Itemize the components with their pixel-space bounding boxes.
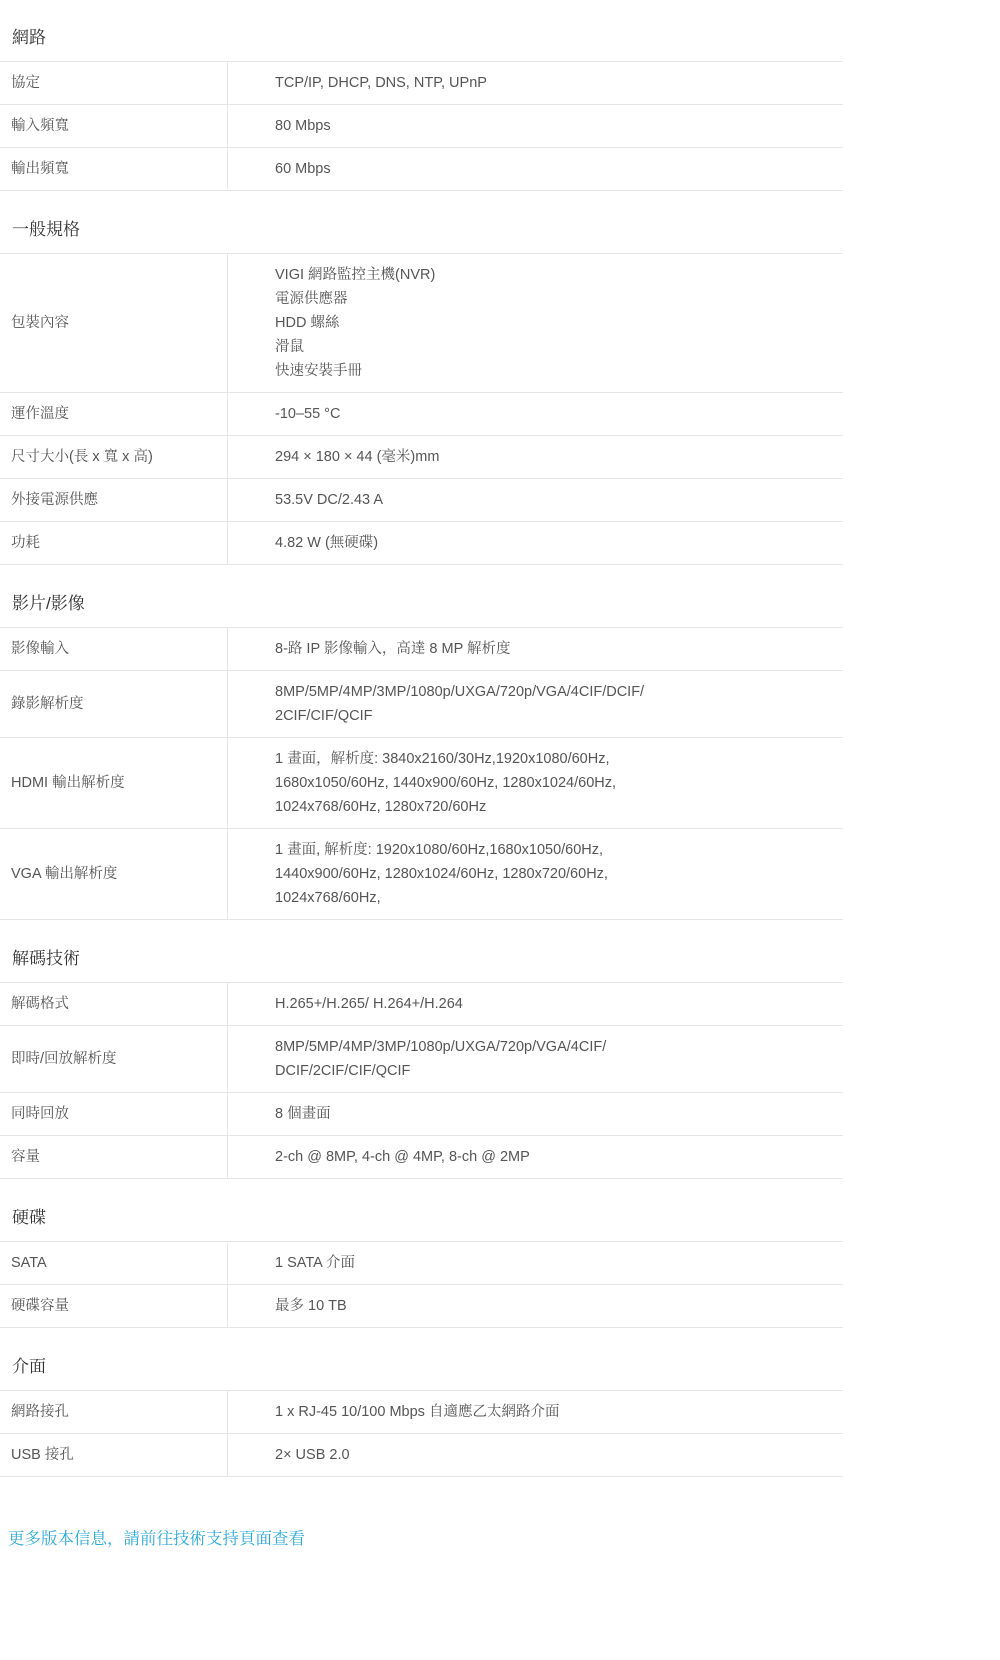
spec-row bbox=[0, 479, 843, 522]
spec-value bbox=[228, 1026, 844, 1093]
spec-value bbox=[228, 829, 844, 920]
spec-section bbox=[0, 1328, 843, 1477]
spec-row bbox=[0, 1434, 843, 1477]
spec-label: 影像輸入 bbox=[0, 628, 228, 671]
spec-row bbox=[0, 436, 843, 479]
spec-label: HDMI 輸出解析度 bbox=[0, 738, 228, 829]
spec-row bbox=[0, 829, 843, 920]
spec-value bbox=[228, 1242, 844, 1285]
spec-value bbox=[228, 522, 844, 565]
spec-label: 解碼格式 bbox=[0, 983, 228, 1026]
spec-row bbox=[0, 522, 843, 565]
spec-value-line: 4.82 W (無硬碟) bbox=[275, 535, 379, 551]
spec-value-line: DCIF/2CIF/CIF/QCIF bbox=[275, 1063, 411, 1079]
spec-value bbox=[228, 1434, 844, 1477]
spec-value-line: TCP/IP, DHCP, DNS, NTP, UPnP bbox=[275, 75, 487, 91]
spec-value-line: 2× USB 2.0 bbox=[275, 1447, 350, 1463]
spec-value-line: 快速安裝手冊 bbox=[275, 363, 362, 379]
spec-value-line: 滑鼠 bbox=[275, 339, 304, 355]
spec-table bbox=[0, 62, 843, 191]
spec-value-line: 電源供應器 bbox=[275, 291, 348, 307]
spec-row bbox=[0, 1285, 843, 1328]
spec-row bbox=[0, 62, 843, 105]
spec-label: 輸出頻寬 bbox=[0, 148, 228, 191]
section-title: 解碼技術 bbox=[0, 920, 843, 983]
spec-label: SATA bbox=[0, 1242, 228, 1285]
spec-label: 功耗 bbox=[0, 522, 228, 565]
spec-value bbox=[228, 1391, 844, 1434]
spec-value-line: 8-路 IP 影像輸入，高達 8 MP 解析度 bbox=[275, 641, 511, 657]
spec-row bbox=[0, 1093, 843, 1136]
spec-value-line: 8MP/5MP/4MP/3MP/1080p/UXGA/720p/VGA/4CIF/DCIF/ bbox=[275, 684, 645, 700]
spec-label: 容量 bbox=[0, 1136, 228, 1179]
spec-value-line: 1024x768/60Hz, bbox=[275, 890, 381, 906]
section-title: 一般規格 bbox=[0, 191, 843, 254]
spec-value bbox=[228, 105, 844, 148]
spec-section bbox=[0, 1179, 843, 1328]
spec-value-line: 53.5V DC/2.43 A bbox=[275, 492, 384, 508]
spec-label: 外接電源供應 bbox=[0, 479, 228, 522]
spec-value bbox=[228, 983, 844, 1026]
spec-row bbox=[0, 738, 843, 829]
spec-value bbox=[228, 1285, 844, 1328]
spec-value-line: 294 × 180 × 44 (毫米)mm bbox=[275, 449, 440, 465]
spec-table bbox=[0, 983, 843, 1179]
spec-row bbox=[0, 1136, 843, 1179]
section-title: 影片/影像 bbox=[0, 565, 843, 628]
spec-value bbox=[228, 1136, 844, 1179]
spec-table bbox=[0, 1391, 843, 1477]
spec-row bbox=[0, 1391, 843, 1434]
spec-value-line: 最多 10 TB bbox=[275, 1298, 347, 1314]
spec-row bbox=[0, 1026, 843, 1093]
spec-label: 包裝內容 bbox=[0, 254, 228, 393]
spec-row bbox=[0, 628, 843, 671]
spec-value-line: 1 畫面，解析度: 3840x2160/30Hz,1920x1080/60Hz, bbox=[275, 751, 610, 767]
spec-value-line: 1024x768/60Hz, 1280x720/60Hz bbox=[275, 799, 487, 815]
spec-label: 硬碟容量 bbox=[0, 1285, 228, 1328]
spec-table bbox=[0, 628, 843, 920]
spec-value bbox=[228, 393, 844, 436]
spec-row bbox=[0, 983, 843, 1026]
spec-value-line: 1 SATA 介面 bbox=[275, 1255, 356, 1271]
spec-value bbox=[228, 479, 844, 522]
spec-label: 運作溫度 bbox=[0, 393, 228, 436]
spec-label: 即時/回放解析度 bbox=[0, 1026, 228, 1093]
spec-value-line: 8 個畫面 bbox=[275, 1106, 331, 1122]
spec-value-line: 60 Mbps bbox=[275, 161, 331, 177]
spec-value bbox=[228, 62, 844, 105]
spec-label: VGA 輸出解析度 bbox=[0, 829, 228, 920]
spec-value-line: HDD 螺絲 bbox=[275, 315, 340, 331]
spec-table bbox=[0, 1242, 843, 1328]
spec-row bbox=[0, 671, 843, 738]
spec-value-line: 8MP/5MP/4MP/3MP/1080p/UXGA/720p/VGA/4CIF/ bbox=[275, 1039, 607, 1055]
section-title: 硬碟 bbox=[0, 1179, 843, 1242]
spec-label: 輸入頻寬 bbox=[0, 105, 228, 148]
spec-value bbox=[228, 254, 844, 393]
spec-value bbox=[228, 671, 844, 738]
spec-label: 協定 bbox=[0, 62, 228, 105]
spec-value-line: 2CIF/CIF/QCIF bbox=[275, 708, 373, 724]
spec-value-line: 2-ch @ 8MP, 4-ch @ 4MP, 8-ch @ 2MP bbox=[275, 1149, 530, 1165]
spec-value-line: 1 x RJ-45 10/100 Mbps 自適應乙太網路介面 bbox=[275, 1404, 560, 1420]
spec-table bbox=[0, 254, 843, 565]
spec-value bbox=[228, 436, 844, 479]
spec-label: 尺寸大小(長 x 寬 x 高) bbox=[0, 436, 228, 479]
spec-value-line: 80 Mbps bbox=[275, 118, 331, 134]
spec-value bbox=[228, 148, 844, 191]
section-title: 介面 bbox=[0, 1328, 843, 1391]
spec-label: 同時回放 bbox=[0, 1093, 228, 1136]
spec-value-line: -10–55 °C bbox=[275, 406, 341, 422]
spec-row bbox=[0, 393, 843, 436]
spec-value-line: H.265+/H.265/ H.264+/H.264 bbox=[275, 996, 463, 1012]
spec-value bbox=[228, 738, 844, 829]
spec-label: 網路接孔 bbox=[0, 1391, 228, 1434]
section-title: 網路 bbox=[0, 0, 843, 62]
spec-row bbox=[0, 148, 843, 191]
spec-row bbox=[0, 254, 843, 393]
spec-value-line: 1 畫面, 解析度: 1920x1080/60Hz,1680x1050/60Hz, bbox=[275, 842, 604, 858]
spec-value bbox=[228, 1093, 844, 1136]
spec-value-line: 1440x900/60Hz, 1280x1024/60Hz, 1280x720/60Hz, bbox=[275, 866, 608, 882]
spec-value-line: VIGI 網路監控主機(NVR) bbox=[275, 267, 436, 283]
spec-row bbox=[0, 1242, 843, 1285]
spec-row bbox=[0, 105, 843, 148]
spec-section bbox=[0, 0, 843, 191]
spec-label: USB 接孔 bbox=[0, 1434, 228, 1477]
spec-section bbox=[0, 565, 843, 920]
spec-value bbox=[228, 628, 844, 671]
more-version-info-link[interactable]: 更多版本信息，請前往技術支持頁面查看 bbox=[8, 1530, 305, 1548]
spec-label: 錄影解析度 bbox=[0, 671, 228, 738]
spec-section bbox=[0, 920, 843, 1179]
spec-section bbox=[0, 191, 843, 565]
spec-value-line: 1680x1050/60Hz, 1440x900/60Hz, 1280x1024/60Hz, bbox=[275, 775, 617, 791]
